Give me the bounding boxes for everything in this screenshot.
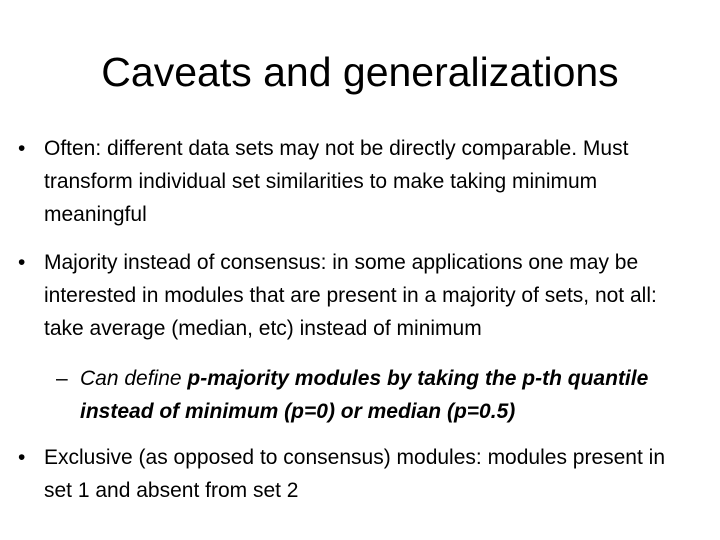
sub-bullet-emphasis: p-majority modules by taking the p-th quantile instead of minimum (p=0) or median (p=0.5) (80, 367, 649, 423)
bullet-item (18, 132, 698, 231)
bullet-marker: • (18, 446, 26, 469)
sub-bullet-lead: Can define (80, 367, 188, 390)
bullet-item (18, 441, 698, 507)
sub-bullet-item (56, 362, 696, 428)
bullet-text: Exclusive (as opposed to consensus) modules: modules present in set 1 and absent from set 2 (44, 446, 665, 502)
sub-bullet-text (80, 362, 692, 428)
bullet-marker: • (18, 251, 26, 274)
slide-title: Caveats and generalizations (101, 49, 619, 95)
bullet-text: Majority instead of consensus: in some applications one may be interested in modules that are present in a majority of sets, not all: take average (median, etc) instead of minimum (44, 251, 657, 340)
bullet-marker: • (18, 137, 26, 160)
sub-bullet-marker: – (56, 367, 68, 390)
bullet-text: Often: different data sets may not be directly comparable. Must transform individual set similarities to make taking minimum meaningful (44, 137, 629, 226)
bullet-item (18, 246, 698, 345)
